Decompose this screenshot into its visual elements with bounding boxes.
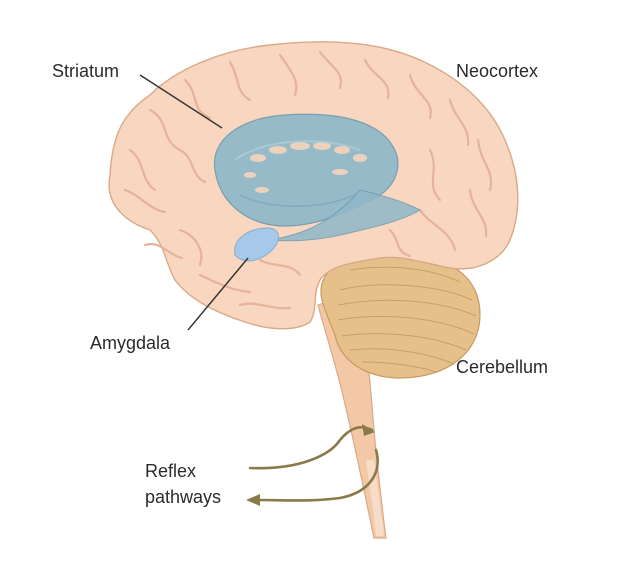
amygdala-label: Amygdala (90, 333, 171, 353)
reflex-label-line2: pathways (145, 487, 222, 507)
reflex-arrowhead-out (246, 494, 260, 506)
striatum-label: Striatum (52, 61, 120, 81)
reflex-label-line1: Reflex (145, 461, 197, 481)
cerebellum-label: Cerebellum (456, 357, 549, 377)
neocortex-label: Neocortex (456, 61, 539, 81)
